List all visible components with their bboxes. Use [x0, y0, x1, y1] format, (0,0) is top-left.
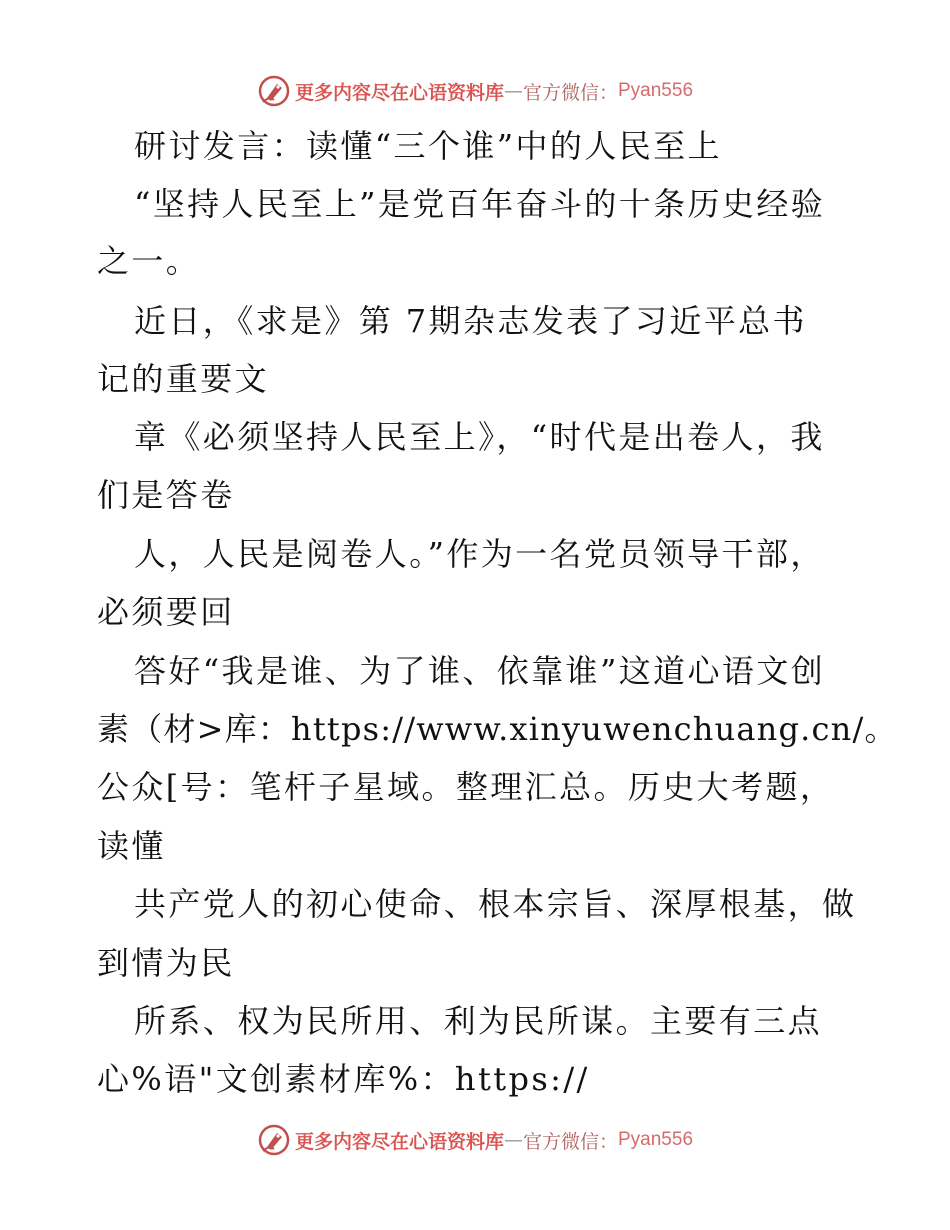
body-line: 答好“我是谁、为了谁、依靠谁”这道心语文创: [134, 652, 826, 690]
body-line-title: 研讨发言：读懂“三个谁”中的人民至上: [134, 127, 722, 165]
pen-nib-logo-icon: [257, 74, 291, 108]
banner-wechat-account: Pyan556: [618, 1129, 694, 1150]
body-line: “坚持人民至上”是党百年奋斗的十条历史经验: [134, 185, 826, 223]
body-line: 素（材>库：https://www.xinyuwenchuang.cn/。: [97, 710, 898, 748]
body-line: 共产党人的初心使命、根本宗旨、深厚根基，做: [134, 885, 857, 923]
body-line: 公众[号：笔杆子星域。整理汇总。历史大考题，: [97, 768, 835, 806]
pen-nib-logo-icon: [257, 1123, 291, 1157]
body-line: 章《必须坚持人民至上》，“时代是出卷人，我: [134, 418, 825, 456]
footer-watermark-banner: [0, 1120, 950, 1160]
body-line: 之一。: [97, 242, 201, 280]
body-line: 记的重要文: [97, 360, 270, 398]
banner-brand-text: 更多内容尽在心语资料库: [294, 1130, 504, 1153]
body-line: 所系、权为民所用、利为民所谋。主要有三点: [134, 1002, 823, 1040]
body-line: 人，人民是阅卷人。”作为一名党员领导干部，: [134, 535, 825, 573]
banner-wechat-label: 官方微信：: [522, 81, 618, 104]
banner-brand-text: 更多内容尽在心语资料库: [294, 81, 504, 104]
banner-dash: —: [503, 1129, 523, 1151]
body-line: 近日，《求是》第 7期杂志发表了习近平总书: [134, 302, 807, 340]
header-watermark-banner: [0, 71, 950, 111]
banner-wechat-label: 官方微信：: [522, 1130, 618, 1153]
body-line: 读懂: [97, 827, 166, 865]
banner-wechat-account: Pyan556: [618, 80, 694, 101]
body-line: 必须要回: [97, 593, 235, 631]
body-line: 到情为民: [97, 944, 235, 982]
body-line: 们是答卷: [97, 476, 235, 514]
banner-dash: —: [503, 80, 523, 102]
body-line: 心%语"文创素材库%：https://: [97, 1060, 590, 1098]
